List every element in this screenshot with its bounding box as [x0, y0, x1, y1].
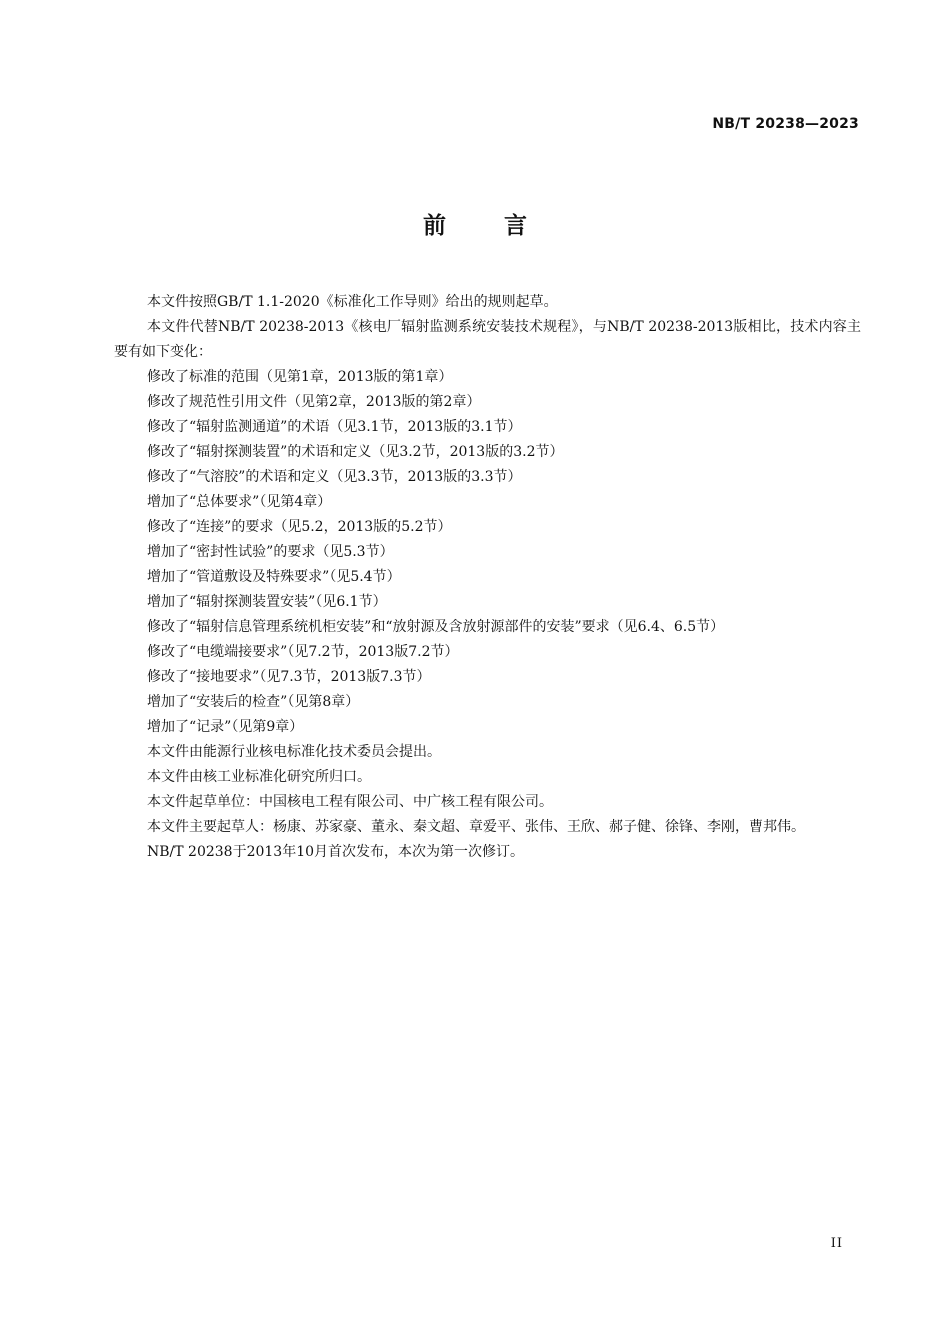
document-code: NB/T 20238—2023 — [712, 116, 859, 132]
change-item: 增加了“管道敷设及特殊要求”（见5.4节） — [147, 569, 401, 585]
change-item: 修改了“辐射探测装置”的术语和定义（见3.2节，2013版的3.2节） — [147, 444, 564, 460]
paragraph-drafting-rules: 本文件按照GB/T 1.1-2020《标准化工作导则》给出的规则起草。 — [147, 294, 558, 310]
paragraph-release-history: NB/T 20238于2013年10月首次发布，本次为第一次修订。 — [147, 844, 525, 860]
page-number: II — [830, 1236, 843, 1251]
change-item: 增加了“密封性试验”的要求（见5.3节） — [147, 544, 394, 560]
change-item: 修改了“接地要求”（见7.3节，2013版7.3节） — [147, 669, 431, 685]
paragraph-drafting-units: 本文件起草单位：中国核电工程有限公司、中广核工程有限公司。 — [147, 794, 553, 810]
change-item: 增加了“辐射探测装置安装”（见6.1节） — [147, 594, 387, 610]
change-item: 修改了标准的范围（见第1章，2013版的第1章） — [147, 369, 453, 385]
change-item: 修改了“辐射监测通道”的术语（见3.1节，2013版的3.1节） — [147, 419, 522, 435]
change-item: 增加了“记录”（见第9章） — [147, 719, 304, 735]
change-item: 修改了“电缆端接要求”（见7.2节，2013版7.2节） — [147, 644, 459, 660]
change-item: 增加了“安装后的检查”（见第8章） — [147, 694, 360, 710]
page-title — [0, 207, 950, 240]
paragraph-managed-by: 本文件由核工业标准化研究所归口。 — [147, 769, 371, 785]
paragraph-replacement: 本文件代替NB/T 20238-2013《核电厂辐射监测系统安装技术规程》，与NB/T 20238-2013版相比，技术内容主要有如下变化： — [114, 319, 861, 360]
change-item: 修改了“辐射信息管理系统机柜安装”和“放射源及含放射源部件的安装”要求（见6.4、6.5节） — [147, 619, 725, 635]
title-char-1: 前 — [423, 213, 446, 239]
change-item: 修改了“气溶胶”的术语和定义（见3.3节，2013版的3.3节） — [147, 469, 522, 485]
change-item: 修改了规范性引用文件（见第2章，2013版的第2章） — [147, 394, 481, 410]
foreword-body — [114, 290, 861, 865]
change-item: 增加了“总体要求”（见第4章） — [147, 494, 332, 510]
paragraph-proposed-by: 本文件由能源行业核电标准化技术委员会提出。 — [147, 744, 441, 760]
paragraph-drafters: 本文件主要起草人：杨康、苏家豪、董永、秦文超、章爱平、张伟、王欣、郝子健、徐锋、李刚，曹邦伟。 — [147, 819, 805, 835]
change-item: 修改了“连接”的要求（见5.2，2013版的5.2节） — [147, 519, 452, 535]
title-char-2: 言 — [504, 213, 527, 239]
